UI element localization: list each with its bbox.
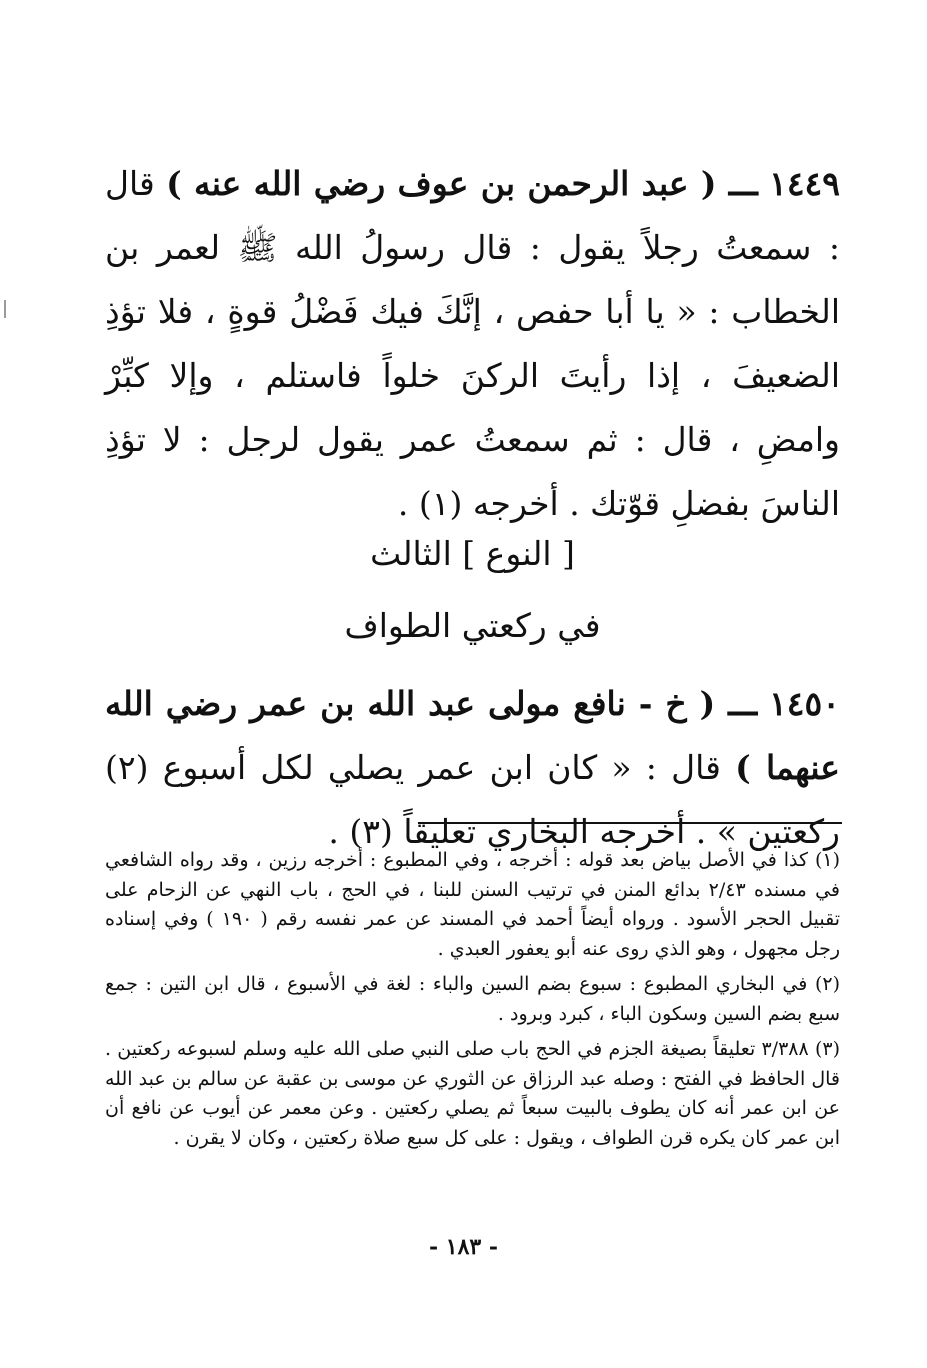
hadith-1450-paragraph: ١٤٥٠ ـــ ( خ - نافع مولى عبد الله بن عمر رضي الله عنهما ) قال : « كان ابن عمر يصلي لكل أسبوع (٢) ركعتين » . أخرجه البخاري تعليقاً (٣) . — [105, 684, 840, 851]
hadith-narrator: ( خ - نافع مولى عبد الله بن عمر رضي الله عنهما ) — [105, 684, 840, 787]
hadith-text: قال : سمعتُ رجلاً يقول : قال رسولُ الله ﷺ لعمر بن الخطاب : « يا أبا حفص ، إنَّكَ فيك فَضْلُ قوةٍ ، فلا تؤذِ الضعيفَ ، إذا رأيتَ الركنَ خلواً فاستلم ، وإلا كبِّرْ وامضِ ، قال : ثم سمعتُ عمر يقول لرجل : لا تؤذِ الناسَ بفضلِ قوّتك . أخرجه (١) . — [105, 164, 840, 523]
scan-edge-mark — [4, 300, 6, 318]
footnote-text: في البخاري المطبوع : سبوع بضم السين والباء : لغة في الأسبوع ، قال ابن التين : جمع سبع بضم السين وسكون الباء ، كبرد وبرود . — [105, 973, 840, 1025]
footnote-marker: (٢) — [814, 973, 840, 995]
hadith-1449-block — [105, 152, 840, 536]
section-heading: [ النوع ] الثالث — [370, 534, 575, 573]
hadith-text: قال : « كان ابن عمر يصلي لكل أسبوع (٢) ركعتين » . أخرجه البخاري تعليقاً (٣) . — [105, 748, 840, 851]
footnote-separator — [418, 822, 842, 824]
footnote-text: ٣/٣٨٨ تعليقاً بصيغة الجزم في الحج باب صلى النبي صلى الله عليه وسلم لسبوعه ركعتين . قال الحافظ في الفتح : وصله عبد الرزاق عن الثوري عن موسى بن عقبة عن سالم بن عبد الله عن ابن عمر أنه كان يطوف بالبيت سبعاً ثم يصلي ركعتين . وعن معمر عن أيوب عن نافع أن ابن عمر كان يكره قرن الطواف ، ويقول : على كل سبع صلاة ركعتين ، وكان لا يقرن . — [105, 1038, 840, 1149]
section-heading-block — [105, 522, 840, 658]
hadith-1450-block — [105, 672, 840, 864]
page-number: - ١٨٣ - — [428, 1234, 499, 1260]
footnote-marker: (١) — [814, 849, 841, 871]
footnote-text: كذا في الأصل بياض بعد قوله : أخرجه ، وفي المطبوع : أخرجه رزين ، وقد رواه الشافعي في مسنده ٢/٤٣ بدائع المنن في ترتيب السنن للبنا ، في الحج ، باب النهي عن الزحام على تقبيل الحجر الأسود . ورواه أيضاً أحمد في المسند عن عمر نفسه رقم ( ١٩٠ ) وفي إسناده رجل مجهول ، وهو الذي روى عنه أبو يعفور العبدي . — [105, 849, 840, 960]
footnote-marker: (٣) — [814, 1038, 840, 1060]
hadith-1449-paragraph: ١٤٤٩ ـــ ( عبد الرحمن بن عوف رضي الله عنه ) قال : سمعتُ رجلاً يقول : قال رسولُ الله ﷺ لعمر بن الخطاب : « يا أبا حفص ، إنَّكَ فيك فَضْلُ قوةٍ ، فلا تؤذِ الضعيفَ ، إذا رأيتَ الركنَ خلواً فاستلم ، وإلا كبِّرْ وامضِ ، قال : ثم سمعتُ عمر يقول لرجل : لا تؤذِ الناسَ بفضلِ قوّتك . أخرجه (١) . — [105, 164, 840, 523]
hadith-number: ١٤٤٩ — [769, 164, 840, 203]
hadith-number: ١٤٥٠ — [769, 684, 840, 723]
footnote-2 — [105, 970, 840, 1029]
footnotes — [105, 846, 840, 1159]
hadith-narrator: ( عبد الرحمن بن عوف رضي الله عنه ) — [166, 164, 717, 203]
section-subheading: في ركعتي الطواف — [344, 606, 601, 645]
footnote-1 — [105, 846, 840, 964]
footnote-3 — [105, 1035, 840, 1153]
